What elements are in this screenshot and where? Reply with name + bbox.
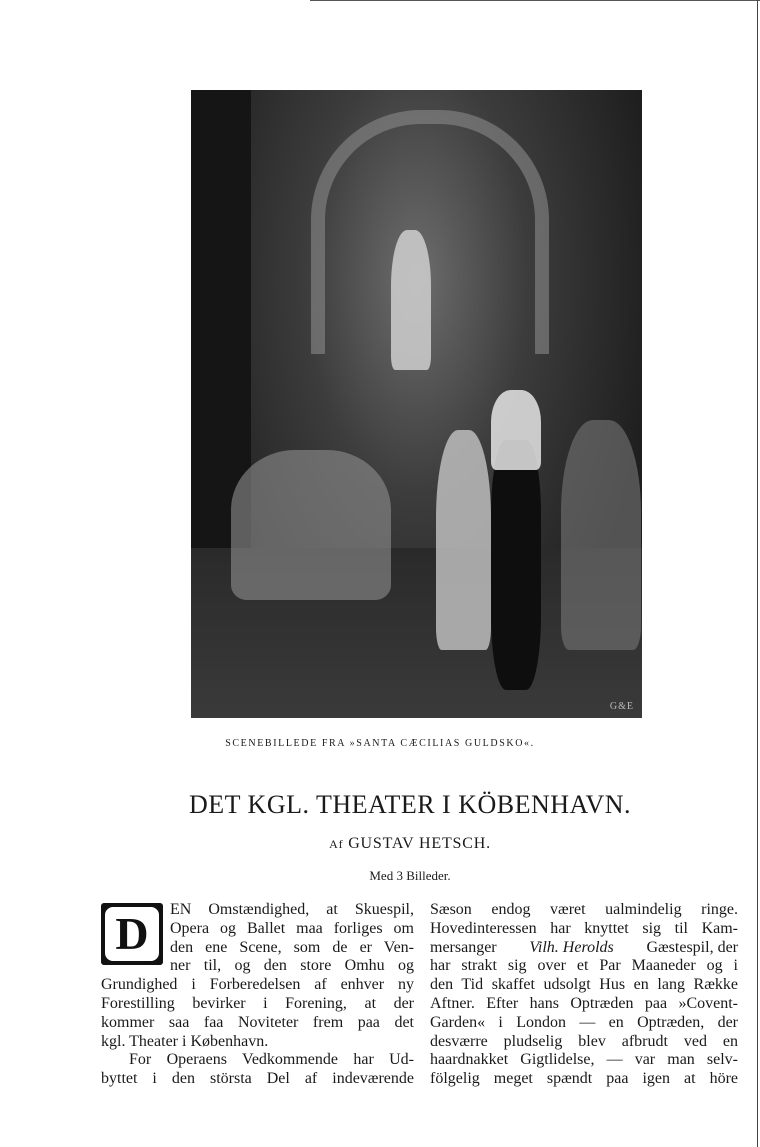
- stage-photograph: [191, 90, 642, 718]
- text-line: EN Omstændighed, at Skuespil,: [170, 901, 414, 918]
- text-fragment: Gæstespil, der: [646, 938, 738, 956]
- photo-figure-man: [491, 440, 541, 690]
- text-line: desværre pludselig blev afbrudt ved en: [430, 1032, 738, 1050]
- text-line: haardnakket Gigtlidelse, — var man selv-: [430, 1051, 738, 1069]
- text-column-right: [430, 901, 738, 1089]
- article-subtitle: Med 3 Billeder.: [369, 868, 451, 883]
- text-line: kgl. Theater i København.: [101, 1032, 269, 1050]
- text-line: kommer saa faa Noviteter frem paa det: [101, 1013, 414, 1031]
- author-name: GUSTAV HETSCH.: [348, 835, 491, 852]
- article-title: DET KGL. THEATER I KÖBENHAVN.: [188, 790, 632, 819]
- text-line: Hovedinteressen har knyttet sig til Kam-: [430, 919, 738, 937]
- text-line: den Tid skaffet udsolgt Hus en lang Række: [430, 976, 738, 994]
- photo-figure-woman: [436, 430, 491, 650]
- photo-crowd-left: [231, 450, 391, 600]
- author-prefix: Af: [329, 837, 344, 851]
- text-line: Aftner. Efter hans Optræden paa »Covent-: [430, 994, 738, 1012]
- text-line: [430, 939, 738, 958]
- text-line: fölgelig meget spændt paa igen at höre: [430, 1070, 738, 1088]
- photo-signature: G&E: [609, 701, 634, 712]
- text-italic-name: Vilh. Herolds: [529, 938, 614, 956]
- photo-crowd-right: [561, 420, 641, 650]
- text-line: ner til, og den store Omhu og: [170, 957, 414, 975]
- text-line: Grundighed i Forberedelsen af enhver ny: [101, 976, 414, 994]
- text-line: Opera og Ballet maa forliges om: [170, 919, 414, 937]
- page-edge-right: [757, 0, 758, 1147]
- text-column-left: [101, 901, 414, 1089]
- photo-figure-saint: [391, 230, 431, 370]
- text-line: byttet i den största Del af indeværende: [101, 1070, 414, 1088]
- drop-cap-letter: D: [105, 907, 159, 961]
- text-fragment: mersanger: [430, 938, 497, 956]
- drop-cap-ornament: [101, 903, 163, 965]
- figure-caption: SCENEBILLEDE FRA »SANTA CÆCILIAS GULDSKO«.: [225, 738, 535, 749]
- text-line: Garden« i London — en Optræden, der: [430, 1013, 738, 1031]
- text-line: har strakt sig over et Par Maaneder og i: [430, 957, 738, 975]
- text-line: Forestilling bevirker i Forening, at der: [101, 994, 414, 1012]
- text-line: den ene Scene, som de er Ven-: [170, 938, 414, 956]
- photo-figure-shirt: [491, 390, 541, 470]
- article-author: [0, 835, 760, 853]
- text-line: For Operaens Vedkommende har Ud-: [129, 1051, 414, 1069]
- text-line: Sæson endog været ualmindelig ringe.: [430, 901, 738, 918]
- page-edge-top: [310, 0, 760, 1]
